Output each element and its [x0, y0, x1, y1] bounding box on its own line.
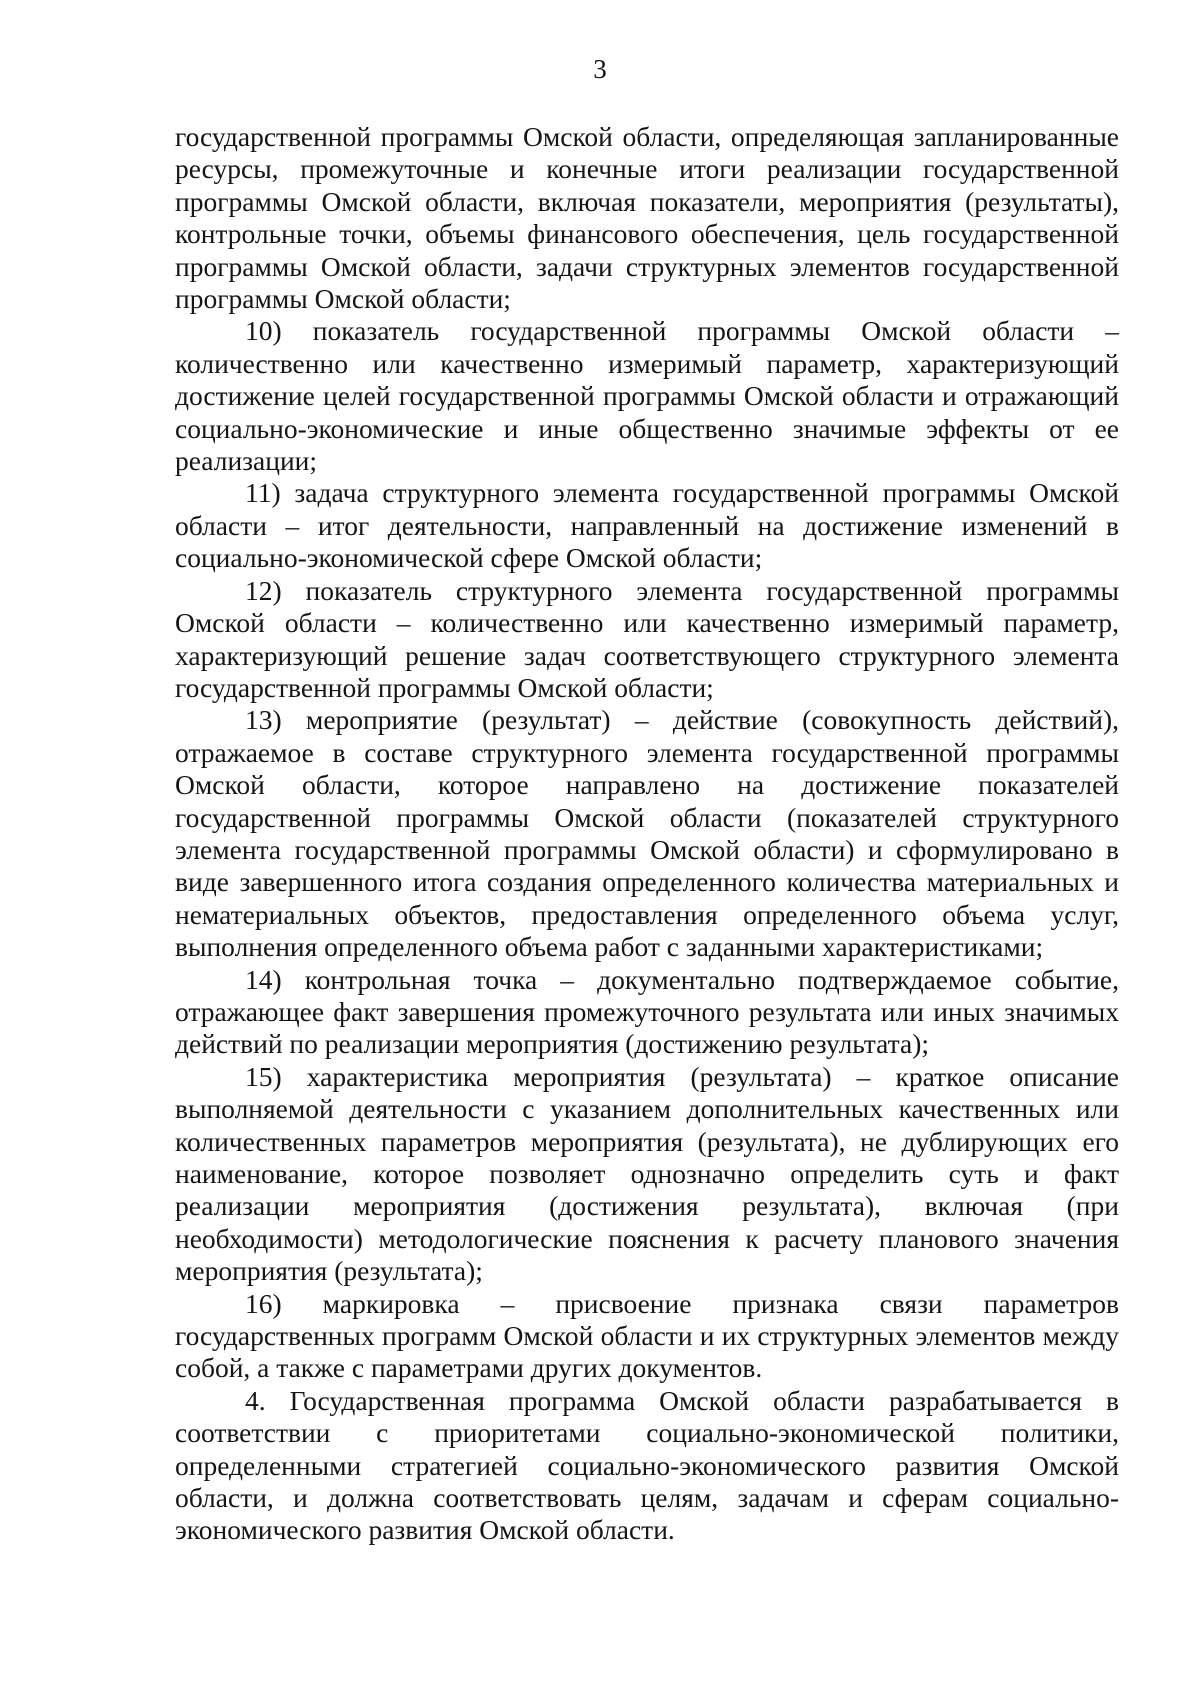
paragraph-item-15: 15) характеристика мероприятия (результата) – краткое описание выполняемой деятельности с указанием дополнительных качественных или количественных параметров мероприятия (результата), не дублирующих его наименование, которое позволяет однозначно определить суть и факт реализации мероприятия (достижения результата), включая (при необходимости) методологические пояснения к расчету планового значения мероприятия (результата); — [175, 1060, 1119, 1287]
document-body — [175, 121, 1119, 1547]
paragraph-item-16: 16) маркировка – присвоение признака связи параметров государственных программ Омской области и их структурных элементов между собой, а также с параметрами других документов. — [175, 1287, 1119, 1384]
page-number: 3 — [593, 54, 607, 84]
paragraph-continuation: государственной программы Омской области, определяющая запланированные ресурсы, промежуточные и конечные итоги реализации государственной программы Омской области, включая показатели, мероприятия (результаты), контрольные точки, объемы финансового обеспечения, цель государственной программы Омской области, задачи структурных элементов государственной программы Омской области; — [175, 121, 1119, 315]
paragraph-item-13: 13) мероприятие (результат) – действие (совокупность действий), отражаемое в составе структурного элемента государственной программы Омской области, которое направлено на достижение показателей государственной программы Омской области (показателей структурного элемента государственной программы Омской области) и сформулировано в виде завершенного итога создания определенного количества материальных и нематериальных объектов, предоставления определенного объема услуг, выполнения определенного объема работ с заданными характеристиками; — [175, 704, 1119, 963]
paragraph-item-10: 10) показатель государственной программы Омской области – количественно или качественно измеримый параметр, характеризующий достижение целей государственной программы Омской области и отражающий социально-экономические и иные общественно значимые эффекты от ее реализации; — [175, 315, 1119, 477]
paragraph-item-14: 14) контрольная точка – документально подтверждаемое событие, отражающее факт завершения промежуточного результата или иных значимых действий по реализации мероприятия (достижению результата); — [175, 963, 1119, 1060]
paragraph-item-11: 11) задача структурного элемента государственной программы Омской области – итог деятельности, направленный на достижение изменений в социально-экономической сфере Омской области; — [175, 477, 1119, 574]
paragraph-section-4: 4. Государственная программа Омской области разрабатывается в соответствии с приоритетами социально-экономической политики, определенными стратегией социально-экономического развития Омской области, и должна соответствовать целям, задачам и сферам социально-экономического развития Омской области. — [175, 1384, 1119, 1546]
paragraph-item-12: 12) показатель структурного элемента государственной программы Омской области – количественно или качественно измеримый параметр, характеризующий решение задач соответствующего структурного элемента государственной программы Омской области; — [175, 574, 1119, 703]
